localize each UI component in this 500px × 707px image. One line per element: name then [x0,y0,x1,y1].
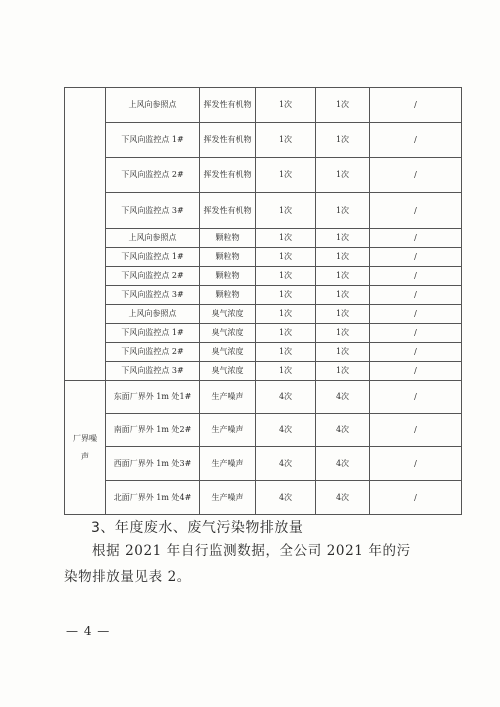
frequency-actual-cell: 1次 [316,343,370,362]
frequency-actual-cell: 1次 [316,267,370,286]
monitoring-point-cell: 东面厂界外 1m 处1# [106,381,200,414]
table-row [65,447,462,481]
note-cell: / [370,88,462,123]
note-cell: / [370,381,462,414]
note-cell: / [370,481,462,515]
pollutant-cell: 挥发性有机物 [200,158,256,193]
pollutant-cell: 生产噪声 [200,381,256,414]
table-row [65,481,462,515]
note-cell: / [370,267,462,286]
monitoring-point-cell: 下风向监控点 3# [106,362,200,381]
frequency-actual-cell: 1次 [316,88,370,123]
pollutant-cell: 臭气浓度 [200,343,256,362]
frequency-planned-cell: 1次 [256,123,316,158]
note-cell: / [370,158,462,193]
monitoring-point-cell: 下风向监控点 3# [106,193,200,229]
frequency-planned-cell: 1次 [256,286,316,305]
frequency-actual-cell: 1次 [316,324,370,343]
note-cell: / [370,447,462,481]
frequency-planned-cell: 1次 [256,343,316,362]
frequency-planned-cell: 4次 [256,414,316,447]
frequency-planned-cell: 1次 [256,267,316,286]
category-cell [65,88,106,381]
monitoring-point-cell: 上风向参照点 [106,229,200,248]
table-row [65,88,462,123]
frequency-planned-cell: 4次 [256,481,316,515]
frequency-planned-cell: 4次 [256,381,316,414]
monitoring-point-cell: 下风向监控点 1# [106,123,200,158]
body-paragraph: 根据 2021 年自行监测数据，全公司 2021 年的污染物排放量见表 2。 [64,543,411,585]
monitoring-point-cell: 下风向监控点 2# [106,343,200,362]
section-heading: 3、年度废水、废气污染物排放量 [91,520,304,536]
monitoring-point-cell: 下风向监控点 2# [106,158,200,193]
frequency-actual-cell: 4次 [316,481,370,515]
table-row [65,193,462,229]
frequency-actual-cell: 1次 [316,229,370,248]
monitoring-point-cell: 下风向监控点 3# [106,286,200,305]
frequency-actual-cell: 4次 [316,447,370,481]
note-cell: / [370,286,462,305]
table-row [65,123,462,158]
monitoring-point-cell: 北面厂界外 1m 处4# [106,481,200,515]
frequency-planned-cell: 1次 [256,305,316,324]
category-cell: 厂界噪声 [65,381,106,515]
table-row [65,343,462,362]
frequency-actual-cell: 1次 [316,123,370,158]
monitoring-point-cell: 上风向参照点 [106,305,200,324]
pollutant-cell: 挥发性有机物 [200,123,256,158]
frequency-actual-cell: 4次 [316,381,370,414]
frequency-planned-cell: 1次 [256,248,316,267]
table-row [65,248,462,267]
frequency-planned-cell: 1次 [256,158,316,193]
table-row [65,267,462,286]
frequency-actual-cell: 1次 [316,248,370,267]
frequency-planned-cell: 1次 [256,324,316,343]
pollutant-cell: 生产噪声 [200,447,256,481]
pollutant-cell: 臭气浓度 [200,362,256,381]
note-cell: / [370,229,462,248]
table-row [65,158,462,193]
pollutant-cell: 颗粒物 [200,229,256,248]
frequency-planned-cell: 1次 [256,362,316,381]
table-row [65,305,462,324]
frequency-actual-cell: 4次 [316,414,370,447]
table-row [65,324,462,343]
monitoring-point-cell: 上风向参照点 [106,88,200,123]
monitoring-point-cell: 下风向监控点 1# [106,324,200,343]
monitoring-point-cell: 南面厂界外 1m 处2# [106,414,200,447]
pollutant-cell: 臭气浓度 [200,324,256,343]
frequency-actual-cell: 1次 [316,305,370,324]
pollutant-cell: 生产噪声 [200,414,256,447]
frequency-actual-cell: 1次 [316,286,370,305]
note-cell: / [370,414,462,447]
table-row [65,286,462,305]
pollutant-cell: 臭气浓度 [200,305,256,324]
note-cell: / [370,324,462,343]
monitoring-point-cell: 下风向监控点 1# [106,248,200,267]
note-cell: / [370,248,462,267]
note-cell: / [370,193,462,229]
pollutant-cell: 颗粒物 [200,286,256,305]
frequency-planned-cell: 1次 [256,193,316,229]
note-cell: / [370,362,462,381]
note-cell: / [370,343,462,362]
frequency-actual-cell: 1次 [316,158,370,193]
frequency-actual-cell: 1次 [316,362,370,381]
frequency-planned-cell: 1次 [256,88,316,123]
table-row [65,381,462,414]
table-row [65,229,462,248]
frequency-planned-cell: 1次 [256,229,316,248]
table-row [65,362,462,381]
note-cell: / [370,123,462,158]
monitoring-point-cell: 下风向监控点 2# [106,267,200,286]
pollutant-cell: 颗粒物 [200,267,256,286]
monitoring-table [64,87,462,515]
table-row [65,414,462,447]
pollutant-cell: 颗粒物 [200,248,256,267]
frequency-actual-cell: 1次 [316,193,370,229]
pollutant-cell: 生产噪声 [200,481,256,515]
pollutant-cell: 挥发性有机物 [200,193,256,229]
note-cell: / [370,305,462,324]
page-number: — 4 — [66,624,111,638]
monitoring-point-cell: 西面厂界外 1m 处3# [106,447,200,481]
pollutant-cell: 挥发性有机物 [200,88,256,123]
frequency-planned-cell: 4次 [256,447,316,481]
